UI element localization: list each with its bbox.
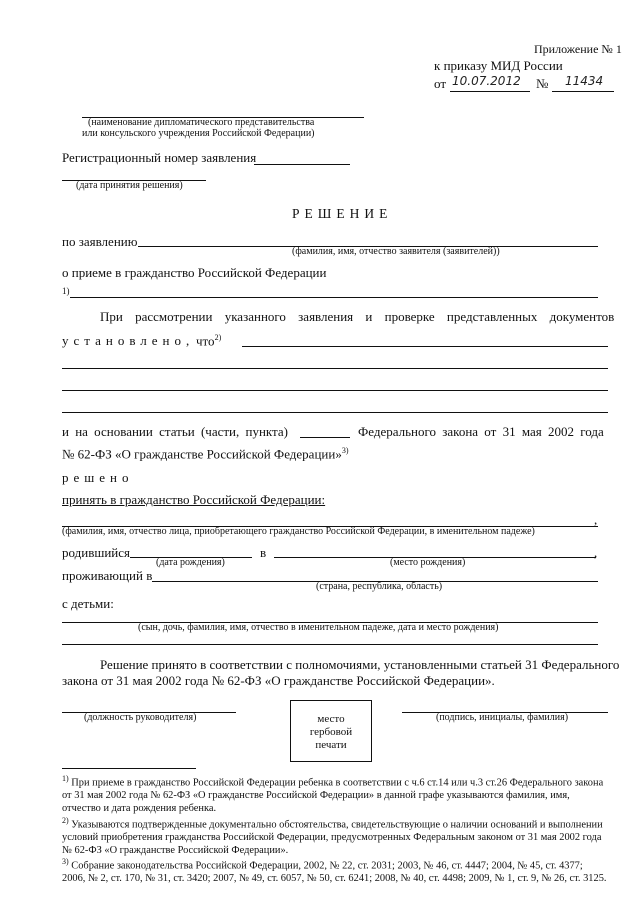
order-date-line bbox=[450, 91, 530, 92]
person-name-caption: (фамилия, имя, отчество лица, приобретающего гражданство Российской Федерации, в именительном падеже) bbox=[62, 526, 535, 537]
residing-caption: (страна, республика, область) bbox=[316, 581, 443, 592]
footnote-3-text: Собрание законодательства Российской Федерации, 2002, № 22, ст. 2031; 2003, № 46, ст. 4447; 2004, № 45, ст. 4377; 2006, № 2, ст. 170, № 31, ст. 3420; 2007, № 49, ст. 6057, № 50, ст. 6241; 2008, № 40, ст. 4498; 2009, № 1, ст. 9, № 26, ст. 3125. bbox=[62, 860, 607, 885]
established-text: При рассмотрении указанного заявления и проверке представленных документов bbox=[100, 309, 615, 324]
born-label: родившийся bbox=[62, 545, 131, 560]
footnote-separator bbox=[62, 768, 196, 769]
footnote-1 bbox=[62, 772, 608, 815]
basis-article-line bbox=[300, 437, 350, 438]
registration-label: Регистрационный номер заявления bbox=[62, 150, 257, 165]
born-in-label: в bbox=[260, 545, 267, 560]
established-line-3 bbox=[62, 390, 608, 391]
footnote-2-text: Указываются подтвержденные документально обстоятельства, свидетельствующие о наличии оснований и выполнении условий приобретения гражданства Российской Федерации, предусмотренных Федеральным законом от 31 мая 2002 года № 62-ФЗ «О гражданстве Российской Федерации». bbox=[62, 819, 603, 857]
established-that: что$^{2)}$ bbox=[196, 333, 222, 349]
institution-caption-2: или консульского учреждения Российской Федерации) bbox=[82, 128, 315, 139]
decided-action: принять в гражданство Российской Федерации: bbox=[62, 492, 326, 507]
order-date-prefix: от bbox=[434, 76, 447, 91]
basis-part-2: Федерального закона от 31 мая 2002 года bbox=[358, 424, 604, 439]
order-number-line bbox=[552, 91, 614, 92]
authority-line-2: закона от 31 мая 2002 года № 62-ФЗ «О гражданстве Российской Федерации». bbox=[62, 673, 495, 688]
application-fn-marker: 1) bbox=[62, 286, 70, 296]
decided-word: решено bbox=[62, 470, 134, 485]
application-child-line bbox=[70, 297, 598, 298]
order-number-value: 11434 bbox=[565, 74, 604, 88]
stamp-text-3: печати bbox=[315, 739, 347, 751]
stamp-text-1: место bbox=[317, 713, 345, 725]
basis-part-3: № 62-ФЗ «О гражданстве Российской Федерации»$^{3)}$ bbox=[62, 446, 349, 462]
sign-caption: (подпись, инициалы, фамилия) bbox=[436, 712, 569, 723]
stamp-place-box bbox=[290, 700, 372, 762]
established-word: установлено, bbox=[62, 333, 195, 348]
birth-place-comma: , bbox=[594, 545, 598, 560]
applicant-caption: (фамилия, имя, отчество заявителя (заявителей)) bbox=[292, 246, 500, 257]
footnote-2-marker: 2) bbox=[62, 816, 69, 825]
appendix-label: Приложение № 1 bbox=[534, 42, 622, 56]
order-label: к приказу МИД России bbox=[434, 58, 563, 73]
children-label: с детьми: bbox=[62, 596, 114, 611]
application-label: по заявлению bbox=[62, 234, 138, 249]
authority-line-1: Решение принято в соответствии с полномочиями, установленными статьей 31 Федерального bbox=[100, 657, 620, 672]
order-date-value: 10.07.2012 bbox=[452, 74, 521, 88]
residing-label: проживающий в bbox=[62, 568, 153, 583]
document-title: РЕШЕНИЕ bbox=[292, 206, 393, 221]
children-line-2 bbox=[62, 644, 598, 645]
established-line-1 bbox=[242, 346, 608, 347]
children-caption: (сын, дочь, фамилия, имя, отчество в именительном падеже, дата и место рождения) bbox=[138, 622, 499, 633]
established-line-4 bbox=[62, 412, 608, 413]
application-subject: о приеме в гражданство Российской Федерации bbox=[62, 265, 327, 280]
person-name-comma: , bbox=[594, 512, 598, 527]
footnote-1-text: При приеме в гражданство Российской Федерации ребенка в соответствии с ч.6 ст.14 или ч.3 ст.26 Федерального закона от 31 мая 2002 года № 62-ФЗ «О гражданстве Российской Федерации» в данной графе указываются фамилия, имя, отчество и дата рождения ребенка. bbox=[62, 777, 604, 815]
registration-number-line bbox=[254, 164, 350, 165]
institution-caption-1: (наименование дипломатического представительства bbox=[88, 117, 315, 128]
birth-date-caption: (дата рождения) bbox=[156, 557, 225, 568]
established-line-2 bbox=[62, 368, 608, 369]
footnote-2 bbox=[62, 814, 608, 857]
position-caption: (должность руководителя) bbox=[84, 712, 197, 723]
birth-place-caption: (место рождения) bbox=[390, 557, 466, 568]
order-number-sign: № bbox=[536, 76, 549, 91]
footnote-1-marker: 1) bbox=[62, 774, 69, 783]
decision-date-caption: (дата принятия решения) bbox=[76, 180, 183, 191]
footnote-3-marker: 3) bbox=[62, 857, 69, 866]
basis-part-1: и на основании статьи (части, пункта) bbox=[62, 424, 288, 439]
stamp-text-2: гербовой bbox=[309, 726, 353, 738]
footnote-3 bbox=[62, 855, 608, 885]
